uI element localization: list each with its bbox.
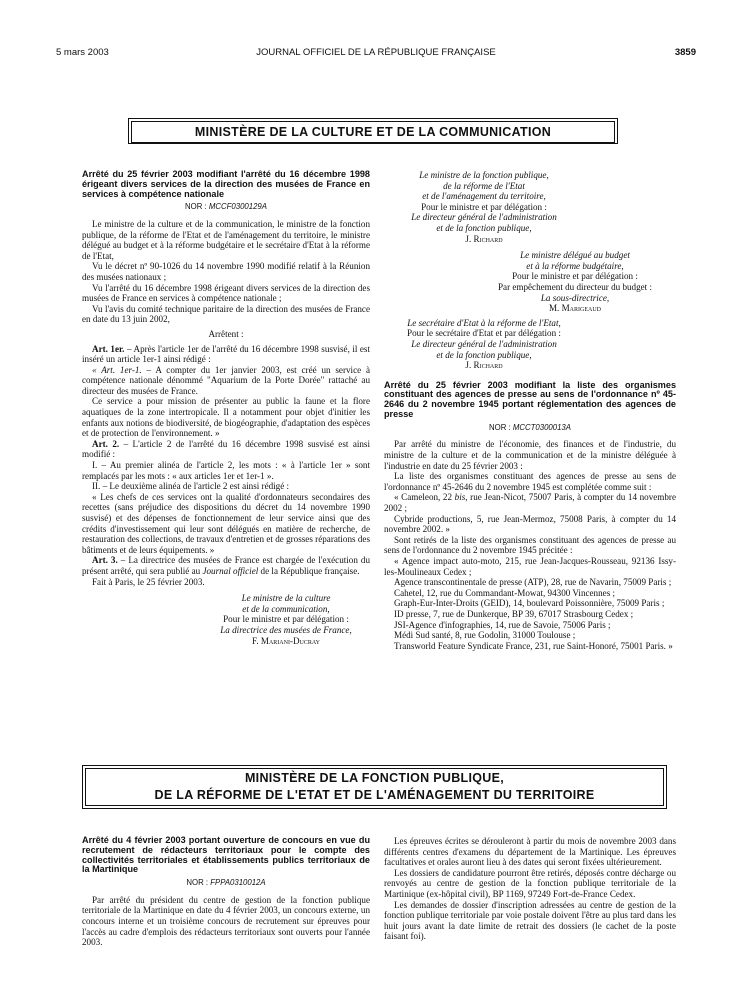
paragraph: I. – Au premier alinéa de l'article 2, les mots : « à l'article 1er » sont remplacés par les mots : « aux articles 1er et 1er-1 ». <box>82 460 370 481</box>
signature-budget: Le ministre délégué au budget et à la réforme budgétaire, Pour le ministre et par délégation : Par empêchement du directeur du budget : La sous-directrice, M. Marigeaud <box>497 250 653 314</box>
paragraph: Par arrêté du ministre de l'économie, des finances et de l'industrie, du ministre de la culture et de la communication et de la ministre déléguée à l'industrie en date du 25 février 2003 : <box>384 439 676 471</box>
ministry-fonction-publique-box <box>82 765 667 809</box>
paragraph: JSI-Agence d'infographies, 14, rue de Savoie, 75006 Paris ; <box>394 619 611 630</box>
article-1: Art. 1er. – Après l'article 1er de l'arrêté du 16 décembre 1998 susvisé, il est inséré un article 1er-1 ainsi rédigé : <box>82 343 370 365</box>
paragraph: Vu l'arrêté du 16 décembre 1998 érigeant divers services de la direction des musées de France en services à compétence nationale ; <box>82 282 370 304</box>
signature-reforme: Le secrétaire d'Etat à la réforme de l'Etat, Pour le secrétaire d'Etat et par délégation : Le directeur général de l'administration et de la fonction publique, J. Richard <box>407 317 561 371</box>
article-title: Arrêté du 25 février 2003 modifiant l'arrêté du 16 décembre 1998 érigeant divers services de la direction des musées de France en services à compétence nationale <box>82 169 370 199</box>
paragraph: II. – Le deuxième alinéa de l'article 2 est ainsi rédigé : <box>92 481 290 492</box>
paragraph: Graph-Eur-Inter-Droits (GEID), 14, boulevard Poissonnière, 75009 Paris ; <box>394 598 665 609</box>
paragraph: Les dossiers de candidature pourront être retirés, déposés contre décharge ou renvoyés au centre de gestion de la fonction publique territoriale de la Martinique (ex-hôpital civil), BP 1169, 97249 Fort-de-France Cedex. <box>384 867 676 899</box>
paragraph: Cybride productions, 5, rue Jean-Mermoz, 75008 Paris, à compter du 14 novembre 2002. » <box>384 513 676 535</box>
ministry-culture-box <box>128 118 618 144</box>
paragraph: Sont retirés de la liste des organismes constituant des agences de presse au sens de l'ordonnance du 2 novembre 1945 précitée : <box>384 534 676 556</box>
paragraph: Agence transcontinentale de presse (ATP), 28, rue de Navarin, 75009 Paris ; <box>394 577 672 588</box>
page-number: 3859 <box>674 47 696 58</box>
article-2: Art. 2. – L'article 2 de l'arrêté du 16 décembre 1998 susvisé est ainsi modifié : <box>82 438 370 460</box>
article-title: Arrêté du 4 février 2003 portant ouverture de concours en vue du recrutement de rédacteurs territoriaux pour le compte des collectivités territoriales et établissements publics territoriaux de la Martinique <box>82 835 370 875</box>
paragraph: Ce service a pour mission de présenter au public la faune et la flore aquatiques de la zone intertropicale. Il a notamment pour objet d'initier les enfants aux notions de biodiversité, de biogéographie, d'adaptation des espèces et de protection de l'environnement. » <box>82 396 370 439</box>
paragraph: La liste des organismes constituant des agences de presse au sens de l'ordonnance nº 45-2646 du 2 novembre 1945 est complétée comme suit : <box>384 471 676 492</box>
signature-fonction-publique: Le ministre de la fonction publique, de la réforme de l'Etat et de l'aménagement du territoire, Pour le ministre et par délégation : Le directeur général de l'administration et de la fonction publique, J. Richard <box>411 170 557 244</box>
paragraph: Les épreuves écrites se dérouleront à partir du mois de novembre 2003 dans différents centres d'examens du département de la Martinique. Les épreuves facultatives et orales auront lieu à des dates qui seront fixées ultérieurement. <box>384 836 676 868</box>
paragraph: Par arrêté du président du centre de gestion de la fonction publique territoriale de la Martinique en date du 4 février 2003, un concours externe, un concours interne et un troisième concours de recrutement sur épreuves pour l'accès au cadre d'emplois des rédacteurs territoriaux sont ouverts pour l'année 2003. <box>82 894 370 948</box>
ministry-culture-title: MINISTÈRE DE LA CULTURE ET DE LA COMMUNICATION <box>131 121 615 143</box>
paragraph: « Cameleon, 22 bis, rue Jean-Nicot, 75007 Paris, à compter du 14 novembre 2002 ; <box>384 492 676 514</box>
signature-culture: Le ministre de la culture et de la communication, Pour le ministre et par délégation : La directrice des musées de France, F. Mariani-Ducray <box>220 593 352 646</box>
article-martinique-left <box>82 836 370 948</box>
paragraph: Médi Sud santé, 8, rue Godolin, 31000 Toulouse ; <box>394 630 576 641</box>
paragraph: Cahetel, 12, rue du Commandant-Mowat, 94300 Vincennes ; <box>394 587 616 598</box>
ministry-title-line2: DE LA RÉFORME DE L'ETAT ET DE L'AMÉNAGEMENT DU TERRITOIRE <box>154 788 595 802</box>
paragraph: Les demandes de dossier d'inscription adressées au centre de gestion de la fonction publique territoriale par voie postale doivent l'être au plus tard dans les huit jours avant la date limite de retrait des dossiers (le cachet de la poste faisant foi). <box>384 899 676 942</box>
article-right-column <box>384 170 676 651</box>
nor-reference: NOR : MCCT0300013A <box>489 422 571 432</box>
paragraph: Le ministre de la culture et de la communication, le ministre de la fonction publique, de la réforme de l'Etat et de l'aménagement du territoire, le ministre délégué au budget et à la réforme budgétaire et le secrétaire d'Etat à la réforme de l'Etat, <box>82 218 370 261</box>
paragraph: Vu l'avis du comité technique paritaire de la direction des musées de France en date du 13 juin 2002, <box>82 303 370 325</box>
article-martinique-right <box>384 836 676 942</box>
journal-title: JOURNAL OFFICIEL DE LA RÉPUBLIQUE FRANÇAISE <box>256 47 496 58</box>
nor-reference: NOR : MCCF0300129A <box>185 202 267 212</box>
article-1-quote: « Art. 1er-1. – A compter du 1er janvier 2003, est créé un service à compétence nationale dénommé "Aquarium de la Porte Dorée" rattaché au directeur des musées de France. <box>82 364 370 396</box>
article-3: Art. 3. – La directrice des musées de France est chargée de l'exécution du présent arrêté, qui sera publié au Journal officiel de la République française. <box>82 555 370 576</box>
article-culture-left <box>82 170 370 646</box>
arretent-label: Arrêtent : <box>208 328 244 339</box>
paragraph: Transworld Feature Syndicate France, 231, rue Saint-Honoré, 75001 Paris. » <box>394 640 673 651</box>
paragraph: « Les chefs de ces services ont la qualité d'ordonnateurs secondaires des recettes (sans préjudice des dispositions du décret du 14 novembre 1990 susvisé) et des dépenses de fonctionnement de leur service ainsi que des crédits d'investissement qui leur sont délégués en matière de recherche, de restauration des collections, de travaux d'entretien et de grosses réparations des bâtiments et de leurs équipements. » <box>82 491 370 555</box>
article-title: Arrêté du 25 février 2003 modifiant la liste des organismes constituant des agences de presse au sens de l'ordonnance nº 45-2646 du 2 novembre 1945 portant réglementation des agences de presse <box>384 379 676 420</box>
fait-a-paris: Fait à Paris, le 25 février 2003. <box>92 576 205 587</box>
issue-date: 5 mars 2003 <box>56 47 109 58</box>
paragraph: ID presse, 7, rue de Dunkerque, BP 39, 67017 Strasbourg Cedex ; <box>394 608 634 619</box>
nor-reference: NOR : FPPA0310012A <box>186 878 266 888</box>
ministry-title-line1: MINISTÈRE DE LA FONCTION PUBLIQUE, <box>244 771 505 785</box>
paragraph: Vu le décret nº 90-1026 du 14 novembre 1990 modifié relatif à la Réunion des musées nationaux ; <box>82 261 370 282</box>
page-header <box>56 47 696 63</box>
paragraph: « Agence impact auto-moto, 215, rue Jean-Jacques-Rousseau, 92136 Issy-les-Moulineaux Cedex ; <box>384 556 676 577</box>
